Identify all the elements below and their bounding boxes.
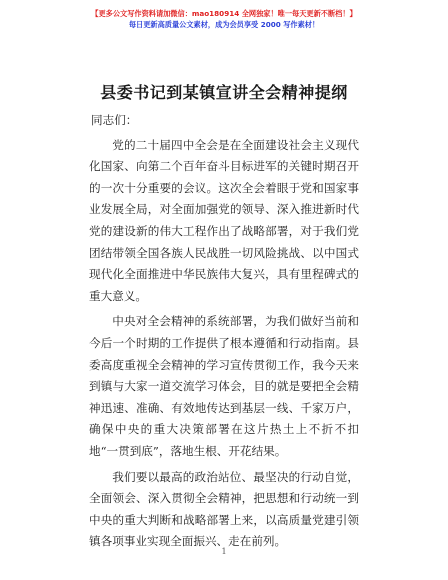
paragraph-3: 我们要以最高的政治站位、最坚决的行动自觉，全面领会、深入贯彻全会精神，把思想和行动统一到中央的重大判断和战略部署上来，以高质量党建引领镇各项事业实现全面振兴、走在前列。 — [89, 469, 359, 549]
page-number: 1 — [221, 547, 227, 556]
paragraph-2: 中央对全会精神的系统部署，为我们做好当前和今后一个时期的工作提供了根本遵循和行动指南。县委高度重视全会精神的学习宣传贯彻工作，我今天来到镇与大家一道交流学习体会，目的就是要把全会精神迅速、准确、有效地传达到基层一线、千家万户，确保中央的重大决策部署在这片热土上不折不扣地“一贯到底”，落地生根、开花结果。 — [89, 314, 359, 458]
paragraph-1: 党的二十届四中全会是在全面建设社会主义现代化国家、向第二个百年奋斗目标进军的关键时期召开的一次十分重要的会议。这次全会着眼于党和国家事业发展全局，对全面加强党的领导、深入推进新时代党的建设新的伟大工程作出了战略部署，对于我们党团结带领全国各族人民战胜一切风险挑战、以中国式现代化全面推进中华民族伟大复兴，具有里程碑式的重大意义。 — [89, 137, 359, 303]
promo-banner-line-1: 【更多公文写作资料请加微信：mao180914 全网独家！唯一每天更新不断档！】 — [91, 9, 357, 18]
promo-banner-line-2: 每日更新高质量公文素材，成为会员享受 2000 写作素材！ — [128, 20, 320, 29]
document-body — [89, 110, 359, 557]
salutation: 同志们： — [91, 113, 138, 127]
document-title: 县委书记到某镇宣讲全会精神提纲 — [100, 83, 348, 102]
promo-banner — [0, 8, 448, 30]
